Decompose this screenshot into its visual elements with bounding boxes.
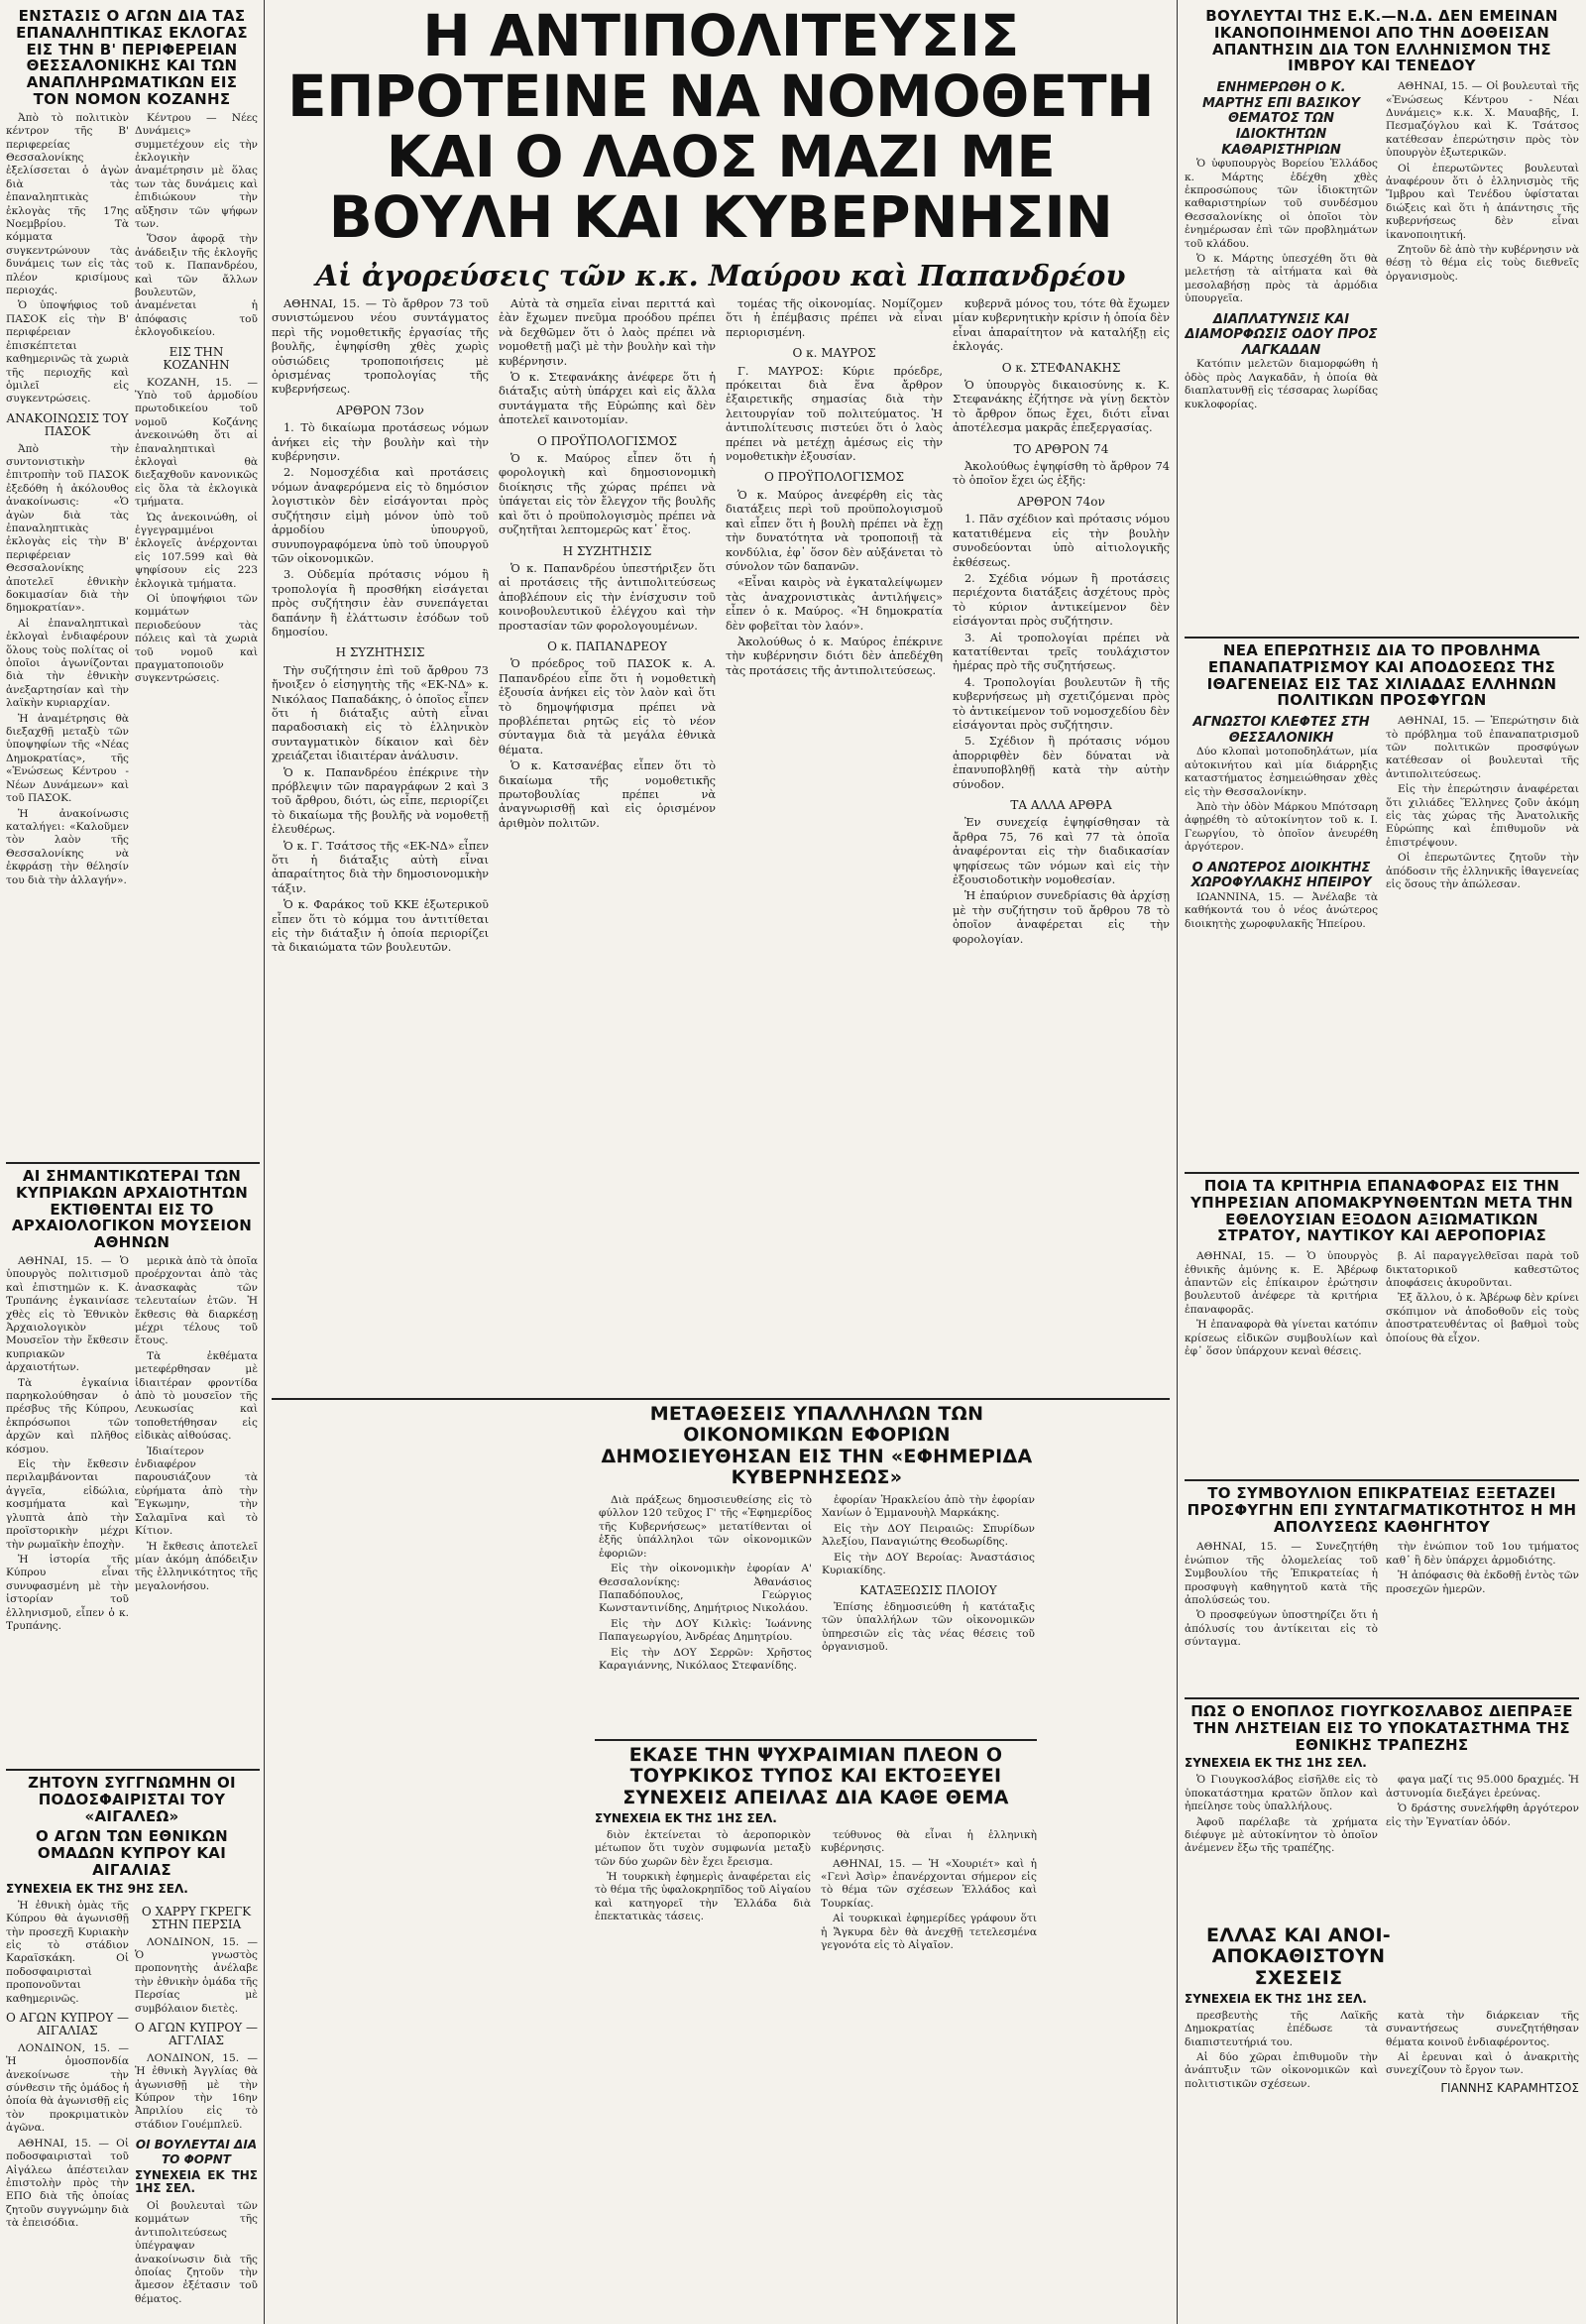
paragraph: Ὡς ἀνεκοινώθη, οἱ ἐγγεγραμμένοι ἐκλογεῖς ἀνέρχονται εἰς 107.599 καὶ θὰ ψηφίσουν εἰς 223 ἐκλογικὰ τμήματα. <box>135 511 258 590</box>
paragraph: ΑΘΗΝΑΙ, 15. — Ὁ ὑπουργὸς πολιτισμοῦ καὶ ἐπιστημῶν κ. Κ. Τρυπάνης ἐγκαινίασε χθὲς εἰς τὸ Ἐθνικὸν Ἀρχαιολογικὸν Μουσεῖον τὴν ἔκθεσιν κυπριακῶν ἀρχαιοτήτων. <box>6 1254 129 1374</box>
subhead: ΑΝΑΚΟΙΝΩΣΙΣ ΤΟΥ ΠΑΣΟΚ <box>6 410 129 439</box>
subhead: ΔΙΑΠΛΑΤΥΝΣΙΣ ΚΑΙ ΔΙΑΜΟΡΦΩΣΙΣ ΟΔΟΥ ΠΡΟΣ ΛΑΓΚΑΔΑΝ <box>1185 311 1378 358</box>
main-article-body <box>272 297 1170 1393</box>
paragraph: Ἡ ἱστορία τῆς Κύπρου εἶναι συνυφασμένη μὲ τὴν ἱστορίαν τοῦ ἑλληνισμοῦ, εἶπεν ὁ κ. Τρυπάνης. <box>6 1553 129 1632</box>
paragraph: Ζητοῦν δὲ ἀπὸ τὴν κυβέρνησιν νὰ θέσῃ τὸ θέμα εἰς τοὺς διεθνεῖς ὀργανισμοὺς. <box>1386 244 1579 283</box>
paragraph: Οἱ βουλευταὶ τῶν κομμάτων τῆς ἀντιπολιτεύσεως ὑπέγραψαν ἀνακοίνωσιν διὰ τῆς ὁποίας ζητοῦν τὴν ἄμεσον ἐξέτασιν τοῦ θέματος. <box>135 2199 258 2305</box>
article-column <box>599 1494 812 1675</box>
paragraph: Ἀπὸ τὸ πολιτικὸν κέντρον τῆς Β' περιφερείας Θεσσαλονίκης ἐξελίσσεται ὁ ἀγὼν διὰ τὰς ἐπαναληπτικὰς ἐκλογὰς τῆς 17ης Νοεμβρίου. Τὰ κόμματα συγκεντρώνουν τὰς δυνάμεις των εἰς τὰς πλέον κρισίμους περιοχάς. <box>6 111 129 297</box>
paragraph: 2. Σχέδια νόμων ἢ προτάσεις περιέχοντα διατάξεις ἀσχέτους πρὸς τὸ κύριον ἀντικείμενον δὲν εἰσάγονται πρὸς συζήτησιν. <box>953 571 1170 629</box>
paragraph: Διὰ πράξεως δημοσιευθείσης εἰς τὸ φύλλον 120 τεῦχος Γ' τῆς «Ἐφημερίδος τῆς Κυβερνήσεως» μετατίθενται οἱ ἑξῆς ὑπάλληλοι τῶν οἰκονομικῶν ἐφοριῶν: <box>599 1494 812 1560</box>
article-column <box>1386 1541 1579 1651</box>
byline: ΓΙΑΝΝΗΣ ΚΑΡΑΜΗΤΣΟΣ <box>1440 2080 1579 2095</box>
article-column <box>1386 1774 1579 1857</box>
paragraph: Ἡ ἐθνικὴ ὁμὰς τῆς Κύπρου θὰ ἀγωνισθῇ τὴν προσεχῆ Κυριακὴν εἰς τὸ στάδιον Καραϊσκάκη. Οἱ ποδοσφαιρισταὶ προπονοῦνται καθημερινῶς. <box>6 1899 129 2005</box>
article-column <box>1185 1774 1378 1857</box>
article-column <box>1185 80 1378 413</box>
subhead: ΤΟ ΑΡΘΡΟΝ 74 <box>1013 441 1109 456</box>
paragraph: ΑΘΗΝΑΙ, 15. — Τὸ ἄρθρον 73 τοῦ συνιστώμενου νέου συντάγματος περὶ τῆς νομοθετικῆς ἐργασίας τῆς βουλῆς, ἐψηφίσθη χθὲς χωρὶς οὐσιώδεις τροποποιήσεις μὲ ὁρισμένας τροπολογίας τῆς κυβερνήσεως. <box>272 297 489 397</box>
paragraph: πρεσβευτὴς τῆς Λαϊκῆς Δημοκρατίας ἐπέδωσε τὰ διαπιστευτήριά του. <box>1185 2009 1378 2048</box>
subhead: Ο κ. ΠΑΠΑΝΔΡΕΟΥ <box>547 639 667 653</box>
paragraph: Κέντρου — Νέες Δυνάμεις» συμμετέχουν εἰς τὴν ἐκλογικὴν ἀναμέτρησιν μὲ ὅλας των τὰς δυνάμεις καὶ ἐπιδιώκουν τὴν αὔξησιν τῶν ψήφων των. <box>135 111 258 231</box>
paragraph: Ἰδιαίτερον ἐνδιαφέρον παρουσιάζουν τὰ εὑρήματα ἀπὸ τὴν Ἔγκωμην, τὴν Σαλαμῖνα καὶ τὸ Κίτιον. <box>135 1445 258 1538</box>
paragraph: Ὁ κ. Μάρτης ὑπεσχέθη ὅτι θὰ μελετήσῃ τὰ αἰτήματα καὶ θὰ μεσολαβήσῃ πρὸς τὰ ἁρμόδια ὑπουργεῖα. <box>1185 253 1378 305</box>
paragraph: Τὴν συζήτησιν ἐπὶ τοῦ ἄρθρου 73 ἤνοιξεν ὁ εἰσηγητὴς τῆς «ΕΚ-ΝΔ» κ. Νικόλαος Παπαδάκης, ὁ ὁποῖος εἶπεν ὅτι ἡ διάταξις αὐτὴ εἶναι παραδοσιακὴ εἰς τὸ ἑλληνικὸν συνταγματικὸν δίκαιον καὶ δὲν χρειάζεται ἰδιαιτέραν ἀνάλυσιν. <box>272 663 489 763</box>
subhead: ΑΓΝΩΣΤΟΙ ΚΛΕΦΤΕΣ ΣΤΗ ΘΕΣΣΑΛΟΝΙΚΗ <box>1192 715 1370 746</box>
subhead: ΚΑΤΑΞΕΩΣΙΣ ΠΛΟΙΟΥ <box>859 1582 997 1597</box>
subhead: ΟΙ ΒΟΥΛΕΥΤΑΙ ΔΙΑ ΤΟ ΦΟΡΝΤ <box>135 2138 258 2166</box>
paragraph: Δύο κλοπαὶ μοτοποδηλάτων, μία αὐτοκινήτου καὶ μία διάρρηξις καταστήματος ἐσημειώθησαν χθὲς εἰς τὴν Θεσσαλονίκην. <box>1185 746 1378 798</box>
paragraph: Ὁ κ. Παπανδρέου ἐπέκρινε τὴν πρόβλεψιν τῶν παραγράφων 2 καὶ 3 τοῦ ἄρθρου, διότι, ὡς εἶπε, περιορίζει τὸ δικαίωμα τῆς βουλῆς νὰ νομοθετῇ ἐλευθέρως. <box>272 765 489 837</box>
main-column-3 <box>726 297 943 1393</box>
paragraph: Αὐτὰ τὰ σημεῖα εἶναι περιττά καὶ ἐὰν ἔχωμεν πνεῦμα προόδου πρέπει νὰ δεχθῶμεν ὅτι ὁ λαὸς πρέπει νὰ νομοθετῇ μαζὶ μὲ τὴν βουλὴν καὶ τὴν κυβέρνησιν. <box>499 297 716 368</box>
article-column <box>135 1900 258 2308</box>
paragraph: 4. Τροπολογίαι βουλευτῶν ἢ τῆς κυβερνήσεως μὴ σχετιζόμεναι πρὸς τὸ ἀντικείμενον τοῦ νομοσχεδίου δὲν εἰσάγονται πρὸς συζήτησιν. <box>953 675 1170 732</box>
article-column <box>1185 1541 1378 1651</box>
paragraph: Τὰ ἐγκαίνια παρηκολούθησαν ὁ πρέσβυς τῆς Κύπρου, ἐκπρόσωποι τῶν ἀρχῶν καὶ πλῆθος κόσμου. <box>6 1376 129 1455</box>
paragraph: Ἀπὸ τὴν ὁδὸν Μάρκου Μπότσαρη ἀφῃρέθη τὸ αὐτοκίνητον τοῦ κ. Ι. Γεωργίου, τὸ ὁποῖον ἀνευρέθη ἀργότερον. <box>1185 801 1378 854</box>
paragraph: Ἡ ἐπαναφορὰ θὰ γίνεται κατόπιν κρίσεως εἰδικῶν συμβουλίων καὶ ἐφ᾽ ὅσον ὑπάρχουν κεναὶ θέσεις. <box>1185 1319 1378 1358</box>
paragraph: Εἰς τὴν ἔκθεσιν περιλαμβάνονται ἀγγεῖα, εἰδώλια, κοσμήματα καὶ γλυπτὰ ἀπὸ τὴν προϊστορικὴν μέχρι τὴν ρωμαϊκὴν ἐποχὴν. <box>6 1458 129 1551</box>
paragraph: Ὁ ὑποψήφιος τοῦ ΠΑΣΟΚ εἰς τὴν Β' περιφέρειαν ἐπισκέπτεται καθημερινῶς τὰ χωριὰ τῆς περιοχῆς καὶ ὁμιλεῖ εἰς συγκεντρώσεις. <box>6 299 129 406</box>
article-divider <box>595 1739 1037 1741</box>
article-headline: ΤΟ ΣΥΜΒΟΥΛΙΟΝ ΕΠΙΚΡΑΤΕΙΑΣ ΕΞΕΤΑΖΕΙ ΠΡΟΣΦΥΓΗΝ ΕΠΙ ΣΥΝΤΑΓΜΑΤΙΚΟΤΗΤΟΣ Η ΜΗ ΑΠΟΛΥΣΕΩΣ ΚΑΘΗΓΗΤΟΥ <box>1187 1485 1577 1536</box>
paragraph: φαγα μαζί τις 95.000 δραχμές. Ἡ ἀστυνομία διεξάγει ἐρεύνας. <box>1386 1774 1579 1800</box>
article-column <box>1386 2010 1579 2095</box>
column-rule <box>1177 0 1178 2324</box>
paragraph: 2. Νομοσχέδια καὶ προτάσεις νόμων ἀναφερόμενα εἰς τὸ δημόσιον λογιστικὸν δὲν εἰσάγονται πρὸς συζήτησιν εἰμὴ μόνον ὑπὸ τοῦ ἁρμοδίου ὑπουργοῦ, συνυπογραφόμενα ὑπὸ τοῦ ὑπουργοῦ τῶν οἰκονομικῶν. <box>272 466 489 565</box>
paragraph: Ἐξ ἄλλου, ὁ κ. Ἀβέρωφ δὲν κρίνει σκόπιμον νὰ ἀποδοθοῦν εἰς τοὺς ἀποστρατευθέντας οἱ βαθμοὶ τοὺς ὁποίους θὰ εἶχον. <box>1386 1292 1579 1344</box>
paragraph: Ἀφοῦ παρέλαβε τὰ χρήματα διέφυγε μὲ αὐτοκίνητον τὸ ὁποῖον ἀνέμενεν ἔξω τῆς τραπέζης. <box>1185 1815 1378 1855</box>
paragraph: Ὁ δράστης συνελήφθη ἀργότερον εἰς τὴν Ἐγνατίαν ὁδόν. <box>1386 1802 1579 1828</box>
center-article-turkish-press <box>595 1745 1037 2320</box>
article-subheadline: Ο ΑΓΩΝ ΤΩΝ ΕΘΝΙΚΩΝ ΟΜΑΔΩΝ ΚΥΠΡΟΥ ΚΑΙ ΑΙΓΑΛΙΑΣ <box>36 1827 228 1879</box>
right-article-greece-relations <box>1185 1925 1579 2320</box>
left-article-football <box>6 1775 258 2320</box>
subhead: Η ΣΥΖΗΤΗΣΙΣ <box>562 543 652 558</box>
article-column <box>1386 80 1579 413</box>
article-column <box>1386 715 1579 933</box>
paragraph: Ἡ ἀπόφασις θὰ ἐκδοθῇ ἐντὸς τῶν προσεχῶν ἡμερῶν. <box>1386 1569 1579 1595</box>
paragraph: 3. Οὐδεμία πρότασις νόμου ἢ τροπολογία ἢ προσθήκη εἰσάγεται πρὸς συζήτησιν ἐὰν συνεπάγεται δαπάνην ἢ ἐλάττωσιν ἐσόδων τοῦ δημοσίου. <box>272 568 489 639</box>
paragraph: ΑΘΗΝΑΙ, 15. — Ἐπερώτησιν διὰ τὸ πρόβλημα τοῦ ἐπαναπατρισμοῦ τῶν πολιτικῶν προσφύγων κατέθεσαν οἱ βουλευταὶ τῆς ἀντιπολιτεύσεως. <box>1386 715 1579 780</box>
subhead: Ο ΧΑΡΡΥ ΓΚΡΕΓΚ ΣΤΗΝ ΠΕΡΣΙΑ <box>141 1904 252 1932</box>
article-headline: ΕΝΣΤΑΣΙΣ Ο ΑΓΩΝ ΔΙΑ ΤΑΣ ΕΠΑΝΑΛΗΠΤΙΚΑΣ ΕΚΛΟΓΑΣ ΕΙΣ ΤΗΝ Β' ΠΕΡΙΦΕΡΕΙΑΝ ΘΕΣΣΑΛΟΝΙΚΗΣ ΚΑΙ ΤΩΝ ΑΝΑΠΛΗΡΩΜΑΤΙΚΩΝ ΕΙΣ ΤΟΝ ΝΟΜΟΝ ΚΟΖΑΝΗΣ <box>16 8 248 108</box>
subhead: ΑΡΘΡΟΝ 74ον <box>1017 494 1105 509</box>
paragraph: διὸν ἐκτείνεται τὸ ἀεροπορικὸν μέτωπον ὅτι τυχὸν συμφωνία μεταξὺ τῶν δύο χωρῶν δὲν ἔχει ἔρεισμα. <box>595 1828 811 1868</box>
paragraph: ΑΘΗΝΑΙ, 15. — Οἱ βουλευταὶ τῆς «Ἑνώσεως Κέντρου - Νέαι Δυνάμεις» κ.κ. Χ. Μαυαβῆς, Ι. Πεσμαζόγλου καὶ Κ. Τσάτσος κατέθεσαν ἐπερώτησιν πρὸς τὸν ὑπουργὸν ἐξωτερικῶν. <box>1386 80 1579 160</box>
paragraph: Ὁ κ. Στεφανάκης ἀνέφερε ὅτι ἡ διάταξις αὐτὴ ὑπάρχει καὶ εἰς ἄλλα συντάγματα τῆς Εὐρώπης καὶ δὲν ἀποτελεῖ καινοτομίαν. <box>499 371 716 427</box>
paragraph: Ἐν συνεχείᾳ ἐψηφίσθησαν τὰ ἄρθρα 75, 76 καὶ 77 τὰ ὁποῖα ἀναφέρονται εἰς τὴν διαδικασίαν ψηφίσεως τῶν νόμων καὶ εἰς τὴν ἐξουσιοδοτικὴν νομοθεσίαν. <box>953 816 1170 887</box>
continued-label: ΣΥΝΕΧΕΙΑ ΕΚ ΤΗΣ 1ΗΣ ΣΕΛ. <box>1185 1756 1367 1771</box>
paragraph: Ἡ ἀνακοίνωσις καταλήγει: «Καλοῦμεν τὸν λαὸν τῆς Θεσσαλονίκης νὰ ἐκφράσῃ τὴν θέλησίν του διὰ τὴν ἀλλαγήν». <box>6 807 129 886</box>
paragraph: ΑΘΗΝΑΙ, 15. — Ὁ ὑπουργὸς ἐθνικῆς ἀμύνης κ. Ε. Ἀβέρωφ ἀπαντῶν εἰς ἐπίκαιρον ἐρώτησιν βουλευτοῦ ἀνέφερε τὰ κριτήρια ἐπαναφορᾶς. <box>1185 1250 1378 1316</box>
paragraph: ΛΟΝΔΙΝΟΝ, 15. — Ὁ γνωστὸς προπονητὴς ἀνέλαβε τὴν ἐθνικὴν ὁμάδα τῆς Περσίας μὲ συμβόλαιον διετὲς. <box>135 1935 258 2015</box>
article-column <box>1185 2010 1378 2095</box>
paragraph: Εἰς τὴν ἐπερώτησιν ἀναφέρεται ὅτι χιλιάδες Ἕλληνες ζοῦν ἀκόμη εἰς τὰς χώρας τῆς Ἀνατολικῆς Εὐρώπης καὶ ἐπιθυμοῦν νὰ ἐπιστρέψουν. <box>1386 783 1579 849</box>
article-column <box>822 1494 1035 1675</box>
paragraph: ΑΘΗΝΑΙ, 15. — Συνεζητήθη ἐνώπιον τῆς ὁλομελείας τοῦ Συμβουλίου τῆς Ἐπικρατείας ἡ προσφυγὴ καθηγητοῦ κατὰ τῆς ἀπολύσεώς του. <box>1185 1541 1378 1607</box>
paragraph: Ὁ ὑπουργὸς δικαιοσύνης κ. Κ. Στεφανάκης ἐζήτησε νὰ γίνῃ δεκτὸν τὸ ἄρθρον ὅπως ἔχει, διότι εἶναι ἀποτέλεσμα μακρᾶς ἐπεξεργασίας. <box>953 379 1170 435</box>
article-headline: ΕΚΑΣΕ ΤΗΝ ΨΥΧΡΑΙΜΙΑΝ ΠΛΕΟΝ Ο ΤΟΥΡΚΙΚΟΣ ΤΥΠΟΣ ΚΑΙ ΕΚΤΟΞΕΥΕΙ ΣΥΝΕΧΕΙΣ ΑΠΕΙΛΑΣ ΔΙΑ ΚΑΘΕ ΘΕΜΑ <box>623 1745 1009 1808</box>
article-divider <box>272 1398 1170 1400</box>
subhead: Ο κ. ΜΑΥΡΟΣ <box>792 346 876 361</box>
paragraph: Αἱ ἐρευναι καὶ ὁ ἀνακριτὴς συνεχίζουν τὸ ἔργον των. <box>1386 2051 1579 2077</box>
article-column <box>135 112 258 889</box>
paragraph: Ἡ ἔκθεσις ἀποτελεῖ μίαν ἀκόμη ἀπόδειξιν τῆς ἑλληνικότητος τῆς μεγαλονήσου. <box>135 1540 258 1592</box>
article-column <box>595 1829 811 1955</box>
article-divider <box>1185 637 1579 639</box>
article-column <box>1185 1250 1378 1360</box>
paragraph: ΑΘΗΝΑΙ, 15. — Ἡ «Χουριέτ» καὶ ἡ «Γενὶ Ἀσὶρ» ἐπανέρχονται σήμερον εἰς τὸ θέμα τῶν σχέσεων Ἑλλάδος καὶ Τουρκίας. <box>821 1857 1037 1910</box>
paragraph: β. Αἱ παραγγελθεῖσαι παρὰ τοῦ δικτατορικοῦ καθεστῶτος ἀποφάσεις ἀκυροῦνται. <box>1386 1250 1579 1289</box>
article-headline: ΑΙ ΣΗΜΑΝΤΙΚΩΤΕΡΑΙ ΤΩΝ ΚΥΠΡΙΑΚΩΝ ΑΡΧΑΙΟΤΗΤΩΝ ΕΚΤΙΘΕΝΤΑΙ ΕΙΣ ΤΟ ΑΡΧΑΙΟΛΟΓΙΚΟΝ ΜΟΥΣΕΙΟΝ ΑΘΗΝΩΝ <box>11 1168 253 1252</box>
article-divider <box>1185 1479 1579 1481</box>
right-article-council-of-state <box>1185 1485 1579 1693</box>
paragraph: Οἱ ἐπερωτῶντες βουλευταὶ ἀναφέρουν ὅτι ὁ ἑλληνισμὸς τῆς Ἴμβρου καὶ Τενέδου ὑφίσταται διώξεις καὶ ὅτι ἡ ἀπάντησις τῆς κυβερνήσεως δὲν εἶναι ἱκανοποιητική. <box>1386 162 1579 241</box>
continued-label: ΣΥΝΕΧΕΙΑ ΕΚ ΤΗΣ 1ΗΣ ΣΕΛ. <box>1185 1991 1367 2006</box>
article-divider <box>1185 1172 1579 1174</box>
paragraph: Αἱ ἐπαναληπτικαὶ ἐκλογαὶ ἐνδιαφέρουν ὅλους τοὺς πολίτας οἱ ὁποῖοι ἀγωνίζονται διὰ τὴν ἐθνικὴν ἀνεξαρτησίαν καὶ τὴν λαϊκὴν κυριαρχίαν. <box>6 617 129 710</box>
paragraph: ΛΟΝΔΙΝΟΝ, 15. — Ἡ ἐθνικὴ Ἀγγλίας θὰ ἀγωνισθῇ μὲ τὴν Κύπρον τὴν 16ην Ἀπριλίου εἰς τὸ στάδιον Γουέμπλεϋ. <box>135 2051 258 2131</box>
article-column <box>1386 1250 1579 1360</box>
paragraph: Κατόπιν μελετῶν διαμορφώθη ἡ ὁδὸς πρὸς Λαγκαδᾶν, ἡ ὁποία θὰ διαπλατυνθῇ εἰς τέσσαρας λωρίδας κυκλοφορίας. <box>1185 358 1378 410</box>
article-divider <box>6 1162 260 1164</box>
paragraph: Ὁ κ. Παπανδρέου ὑπεστήριξεν ὅτι αἱ προτάσεις τῆς ἀντιπολιτεύσεως ἀποβλέπουν εἰς τὴν ἐνίσχυσιν τοῦ κοινοβουλευτικοῦ ἐλέγχου καὶ τὴν προστασίαν τῶν φορολογουμένων. <box>499 561 716 633</box>
paragraph: Ὅσον ἀφορᾷ τὴν ἀνάδειξιν τῆς ἐκλογῆς τοῦ κ. Παπανδρέου, καὶ τῶν ἄλλων βουλευτῶν, ἀναμένεται ἡ ἀπόφασις τοῦ ἐκλογοδικείου. <box>135 233 258 339</box>
article-column <box>6 112 129 889</box>
main-column-2 <box>499 297 716 1393</box>
paragraph: 5. Σχέδιον ἢ πρότασις νόμου ἀπορριφθὲν δὲν δύναται νὰ ἐπανυποβληθῇ κατὰ τὴν αὐτὴν σύνοδον. <box>953 735 1170 791</box>
paragraph: Ὁ κ. Κατσανέβας εἶπεν ὅτι τὸ δικαίωμα τῆς νομοθετικῆς πρωτοβουλίας πρέπει νὰ ἀναγνωρισθῇ καὶ εἰς ὁρισμένον ἀριθμὸν πολιτῶν. <box>499 759 716 830</box>
subhead: Ο ΠΡΟΫΠΟΛΟΓΙΣΜΟΣ <box>537 433 677 448</box>
article-column <box>821 1829 1037 1955</box>
paragraph: Αἱ δύο χῶραι ἐπιθυμοῦν τὴν ἀνάπτυξιν τῶν οἰκονομικῶν καὶ πολιτιστικῶν σχέσεων. <box>1185 2051 1378 2090</box>
subhead: Ο ΠΡΟΫΠΟΛΟΓΙΣΜΟΣ <box>764 470 904 485</box>
right-article-imbros-tenedos <box>1185 8 1579 633</box>
continued-label: ΣΥΝΕΧΕΙΑ ΕΚ ΤΗΣ 9ΗΣ ΣΕΛ. <box>6 1881 188 1896</box>
article-headline: ΖΗΤΟΥΝ ΣΥΓΓΝΩΜΗΝ ΟΙ ΠΟΔΟΣΦΑΙΡΙΣΤΑΙ ΤΟΥ «ΑΙΓΑΛΕΩ» <box>28 1775 236 1825</box>
paragraph: τομέας τῆς οἰκονομίας. Νομίζομεν ὅτι ἡ ἐπέμβασις πρέπει νὰ εἶναι περιορισμένη. <box>726 297 943 339</box>
paragraph: κατὰ τὴν διάρκειαν τῆς συναντήσεως συνεζητήθησαν θέματα κοινοῦ ἐνδιαφέροντος. <box>1386 2009 1579 2048</box>
subhead: Η ΣΥΖΗΤΗΣΙΣ <box>335 645 425 660</box>
paragraph: Ἡ ἀναμέτρησις θὰ διεξαχθῇ μεταξὺ τῶν ὑποψηφίων τῆς «Νέας Δημοκρατίας», τῆς «Ἑνώσεως Κέντρου - Νέων Δυνάμεων» καὶ τοῦ ΠΑΣΟΚ. <box>6 712 129 805</box>
article-divider <box>1185 1697 1579 1699</box>
paragraph: Εἰς τὴν ΔΟΥ Πειραιῶς: Σπυρίδων Ἀλεξίου, Παναγιώτης Θεοδωρίδης. <box>822 1522 1035 1549</box>
subhead: Ο κ. ΣΤΕΦΑΝΑΚΗΣ <box>1001 360 1121 375</box>
paragraph: Εἰς τὴν οἰκονομικὴν ἐφορίαν Α' Θεσσαλονίκης: Ἀθανάσιος Παπαδόπουλος, Γεώργιος Κωνσταντινίδης, Δημήτριος Νικολάου. <box>599 1563 812 1615</box>
paragraph: Ἀκολούθως ἐψηφίσθη τὸ ἄρθρον 74 τὸ ὁποῖον ἔχει ὡς ἑξῆς: <box>953 460 1170 488</box>
main-column-4 <box>953 297 1170 1393</box>
article-column <box>1185 715 1378 933</box>
article-headline: ΒΟΥΛΕΥΤΑΙ ΤΗΣ Ε.Κ.—Ν.Δ. ΔΕΝ ΕΜΕΙΝΑΝ ΙΚΑΝΟΠΟΙΗΜΕΝΟΙ ΑΠΟ ΤΗΝ ΔΟΘΕΙΣΑΝ ΑΠΑΝΤΗΣΙΝ ΔΙΑ ΤΟΝ ΕΛΛΗΝΙΣΜΟΝ ΤΗΣ ΙΜΒΡΟΥ ΚΑΙ ΤΕΝΕΔΟΥ <box>1205 8 1558 75</box>
subhead: ΕΙΣ ΤΗΝ ΚΟΖΑΝΗΝ <box>163 344 230 373</box>
paragraph: Εἰς τὴν ΔΟΥ Βεροίας: Ἀναστάσιος Κυριακίδης. <box>822 1551 1035 1577</box>
subhead: Ο ΑΝΩΤΕΡΟΣ ΔΙΟΙΚΗΤΗΣ ΧΩΡΟΦΥΛΑΚΗΣ ΗΠΕΙΡΟΥ <box>1190 860 1372 891</box>
article-column <box>6 1255 129 1635</box>
paragraph: ΙΩΑΝΝΙΝΑ, 15. — Ἀνέλαβε τὰ καθήκοντά του ὁ νέος ἀνώτερος διοικητὴς χωροφυλακῆς Ἠπείρου. <box>1185 890 1378 930</box>
paragraph: «Εἶναι καιρὸς νὰ ἐγκαταλείψωμεν τὰς ἀναχρονιστικὰς ἀντιλήψεις» εἶπεν ὁ κ. Μαύρος. «Ἡ δημοκρατία δὲν φοβεῖται τὸν λαόν». <box>726 576 943 633</box>
article-column <box>135 1255 258 1635</box>
article-headline: ΜΕΤΑΘΕΣΕΙΣ ΥΠΑΛΛΗΛΩΝ ΤΩΝ ΟΙΚΟΝΟΜΙΚΩΝ ΕΦΟΡΙΩΝ ΔΗΜΟΣΙΕΥΘΗΣΑΝ ΕΙΣ ΤΗΝ «ΕΦΗΜΕΡΙΔΑ ΚΥΒΕΡΝΗΣΕΩΣ» <box>601 1404 1033 1488</box>
continued-label: ΣΥΝΕΧΕΙΑ ΕΚ ΤΗΣ 1ΗΣ ΣΕΛ. <box>135 2168 258 2196</box>
center-article-tax-transfers <box>272 1404 1170 1736</box>
paragraph: Εἰς τὴν ΔΟΥ Σερρῶν: Χρῆστος Καραγιάννης, Νικόλαος Στεφανίδης. <box>599 1646 812 1672</box>
continued-label: ΣΥΝΕΧΕΙΑ ΕΚ ΤΗΣ 1ΗΣ ΣΕΛ. <box>595 1810 777 1825</box>
subhead: ΕΝΗΜΕΡΩΘΗ Ο Κ. ΜΑΡΤΗΣ ΕΠΙ ΒΑΣΙΚΟΥ ΘΕΜΑΤΟΣ ΤΩΝ ΙΔΙΟΚΤΗΤΩΝ ΚΑΘΑΡΙΣΤΗΡΙΩΝ <box>1201 80 1361 158</box>
main-column-1 <box>272 297 489 1393</box>
paragraph: Ὁ κ. Γ. Τσάτσος τῆς «ΕΚ-ΝΔ» εἶπεν ὅτι ἡ διάταξις αὐτὴ εἶναι ἀπαραίτητος διὰ τὴν δημοσιονομικὴν τάξιν. <box>272 839 489 895</box>
paragraph: 1. Πᾶν σχέδιον καὶ πρότασις νόμου κατατιθέμενα εἰς τὴν βουλὴν συνοδεύονται ὑπὸ αἰτιολογικῆς ἐκθέσεως. <box>953 513 1170 569</box>
subhead: Ο ΑΓΩΝ ΚΥΠΡΟΥ — ΑΙΓΑΛΙΑΣ <box>6 2011 129 2038</box>
paragraph: ἐφορίαν Ἡρακλείου ἀπὸ τὴν ἐφορίαν Χανίων ὁ Ἐμμανουὴλ Μαρκάκης. <box>822 1494 1035 1520</box>
right-article-officers <box>1185 1178 1579 1475</box>
main-headline-block <box>272 6 1170 293</box>
paragraph: Ὁ προσφεύγων ὑποστηρίζει ὅτι ἡ ἀπόλυσίς του ἀντίκειται εἰς τὸ σύνταγμα. <box>1185 1609 1378 1649</box>
paragraph: Γ. ΜΑΥΡΟΣ: Κύριε πρόεδρε, πρόκειται διὰ ἕνα ἄρθρον ἐξαιρετικῆς σημασίας διὰ τὴν λειτουργίαν τοῦ πολιτεύματος. Ἡ ἀντιπολίτευσις πιστεύει ὅτι ὁ λαὸς πρέπει νὰ μετέχῃ ἀμέσως εἰς τὴν νομοθετικὴν ἐξουσίαν. <box>726 364 943 464</box>
paragraph: Ἡ ἐπαύριον συνεδρίασις θὰ ἀρχίσῃ μὲ τὴν συζήτησιν τοῦ ἄρθρου 78 τὸ ὁποῖον ἀναφέρεται εἰς τὴν φορολογίαν. <box>953 889 1170 946</box>
article-headline: ΕΛΛΑΣ ΚΑΙ ΑΝΟΙ-ΑΠΟΚΑΘΙΣΤΟΥΝ ΣΧΕΣΕΙΣ <box>1205 1925 1391 1989</box>
paragraph: Οἱ ἐπερωτῶντες ζητοῦν τὴν ἀπόδοσιν τῆς ἑλληνικῆς ἰθαγενείας εἰς ὅσους τὴν ἀπώλεσαν. <box>1386 852 1579 891</box>
subhead: ΑΡΘΡΟΝ 73ον <box>336 403 424 417</box>
right-article-refugees <box>1185 642 1579 1168</box>
paragraph: Ἡ τουρκικὴ ἐφημερὶς ἀναφέρεται εἰς τὸ θέμα τῆς ὑφαλοκρηπῖδος τοῦ Αἰγαίου καὶ κατηγορεῖ τὴν Ἑλλάδα διὰ ἐπεκτατικὰς τάσεις. <box>595 1871 811 1923</box>
paragraph: ΛΟΝΔΙΝΟΝ, 15. — Ἡ ὁμοσπονδία ἀνεκοίνωσε τὴν σύνθεσιν τῆς ὁμάδος ἡ ὁποία θὰ ἀγωνισθῇ εἰς τὸν προκριματικὸν ἀγῶνα. <box>6 2041 129 2135</box>
paragraph: ΚΟΖΑΝΗ, 15. — Ὑπὸ τοῦ ἀρμοδίου πρωτοδικείου τοῦ νομοῦ Κοζάνης ἀνεκοινώθη ὅτι αἱ ἐπαναληπτικαὶ ἐκλογαὶ θὰ διεξαχθοῦν κανονικῶς εἰς ὅλα τὰ ἐκλογικὰ τμήματα. <box>135 376 258 509</box>
paragraph: 3. Αἱ τροπολογίαι πρέπει νὰ κατατίθενται τρεῖς τουλάχιστον ἡμέρας πρὸ τῆς συζητήσεως. <box>953 631 1170 673</box>
paragraph: Ὁ ὑφυπουργὸς Βορείου Ἑλλάδος κ. Μάρτης ἐδέχθη χθὲς ἐκπροσώπους τῶν ἰδιοκτητῶν καθαριστηρίων τοῦ συνδέσμου Θεσσαλονίκης οἱ ὁποῖοι τὸν ἐνημέρωσαν ἐπὶ τῶν προβλημάτων τοῦ κλάδου. <box>1185 158 1378 250</box>
right-article-bank-robbery <box>1185 1703 1579 1921</box>
paragraph: Ὁ κ. Μαύρος εἶπεν ὅτι ἡ φορολογικὴ καὶ δημοσιονομικὴ διοίκησις τῆς χώρας πρέπει νὰ ὑπάγεται εἰς τὸν ἔλεγχον τῆς βουλῆς καὶ ὅτι ὁ προϋπολογισμὸς πρέπει νὰ συζητῆται λεπτομερῶς κατ᾽ ἔτος. <box>499 452 716 537</box>
paragraph: Ὁ Γιουγκοσλάβος εἰσῆλθε εἰς τὸ ὑποκατάστημα κρατῶν ὅπλον καὶ ἠπείλησε τοὺς ὑπαλλήλους. <box>1185 1774 1378 1813</box>
paragraph: Αἱ τουρκικαὶ ἐφημερίδες γράφουν ὅτι ἡ Ἄγκυρα δὲν θὰ ἀνεχθῇ τετελεσμένα γεγονότα εἰς τὸ Αἰγαῖον. <box>821 1913 1037 1952</box>
article-headline: ΠΩΣ Ο ΕΝΟΠΛΟΣ ΓΙΟΥΓΚΟΣΛΑΒΟΣ ΔΙΕΠΡΑΞΕ ΤΗΝ ΛΗΣΤΕΙΑΝ ΕΙΣ ΤΟ ΥΠΟΚΑΤΑΣΤΗΜΑ ΤΗΣ ΕΘΝΙΚΗΣ ΤΡΑΠΕΖΗΣ <box>1190 1703 1573 1754</box>
paragraph: κυβερνᾶ μόνος του, τότε θὰ ἔχωμεν μίαν κυβερνητικὴν κρίσιν ἡ ὁποία δὲν εἶναι ἀπαραίτητον νὰ καταλήξῃ εἰς ἐκλογάς. <box>953 297 1170 354</box>
main-headline: Η ΑΝΤΙΠΟΛΙΤΕΥΣΙΣ ΕΠΡΟΤΕΙΝΕ ΝΑ ΝΟΜΟΘΕΤΗ ΚΑΙ Ο ΛΑΟΣ ΜΑΖΙ ΜΕ ΒΟΥΛΗ ΚΑΙ ΚΥΒΕΡΝΗΣΙΝ <box>286 6 1155 251</box>
paragraph: Ἀπὸ τὴν συντονιστικὴν ἐπιτροπὴν τοῦ ΠΑΣΟΚ ἐξεδόθη ἡ ἀκόλουθος ἀνακοίνωσις: «Ὁ ἀγὼν διὰ τὰς ἐπαναληπτικὰς ἐκλογὰς εἰς τὴν Β' περιφέρειαν Θεσσαλονίκης ἀποτελεῖ ἐθνικὴν δοκιμασίαν διὰ τὴν δημοκρατίαν». <box>6 442 129 615</box>
paragraph: Ὁ κ. Φαράκος τοῦ ΚΚΕ ἐξωτερικοῦ εἶπεν ὅτι τὸ κόμμα του ἀντιτίθεται εἰς τὴν διάταξιν ἡ ὁποία περιορίζει τὰ δικαιώματα τῶν βουλευτῶν. <box>272 898 489 955</box>
paragraph: Ἐπίσης ἐδημοσιεύθη ἡ κατάταξις τῶν ὑπαλλήλων τῶν οἰκονομικῶν ὑπηρεσιῶν εἰς τὰς νέας θέσεις τοῦ ὀργανισμοῦ. <box>822 1600 1035 1654</box>
paragraph: Τὰ ἐκθέματα μετεφέρθησαν μὲ ἰδιαιτέραν φροντίδα ἀπὸ τὸ μουσεῖον τῆς Λευκωσίας καὶ τοποθετήθησαν εἰς εἰδικὰς αἰθούσας. <box>135 1349 258 1443</box>
left-article-cyprus-antiquities <box>6 1168 258 1763</box>
paragraph: τὴν ἐνώπιον τοῦ 1ου τμήματος καθ᾽ ἢ δὲν ὑπάρχει ἀρμοδιότης. <box>1386 1541 1579 1567</box>
main-deck-speeches: Αἱ ἀγορεύσεις τῶν κ.κ. Μαύρου καὶ Παπανδρέου <box>315 258 1126 292</box>
paragraph: Ὁ πρόεδρος τοῦ ΠΑΣΟΚ κ. Α. Παπανδρέου εἶπε ὅτι ἡ νομοθετικὴ ἐξουσία ἀνήκει εἰς τὸν λαὸν καὶ ὅτι τὸ δημοψήφισμα πρέπει νὰ προβλέπεται ρητῶς εἰς τὸ νέον σύνταγμα διὰ τὰ μεγάλα ἐθνικὰ θέματα. <box>499 657 716 756</box>
subhead: Ο ΑΓΩΝ ΚΥΠΡΟΥ — ΑΓΓΛΙΑΣ <box>135 2021 258 2048</box>
article-headline: ΠΟΙΑ ΤΑ ΚΡΙΤΗΡΙΑ ΕΠΑΝΑΦΟΡΑΣ ΕΙΣ ΤΗΝ ΥΠΗΡΕΣΙΑΝ ΑΠΟΜΑΚΡΥΝΘΕΝΤΩΝ ΜΕΤΑ ΤΗΝ ΕΘΕΛΟΥΣΙΑΝ ΕΞΟΔΟΝ ΑΞΙΩΜΑΤΙΚΩΝ ΣΤΡΑΤΟΥ, ΝΑΥΤΙΚΟΥ ΚΑΙ ΑΕΡΟΠΟΡΙΑΣ <box>1190 1178 1573 1245</box>
paragraph: τεύθυνος θὰ εἶναι ἡ ἑλληνικὴ κυβέρνησις. <box>821 1828 1037 1855</box>
article-headline: ΝΕΑ ΕΠΕΡΩΤΗΣΙΣ ΔΙΑ ΤΟ ΠΡΟΒΛΗΜΑ ΕΠΑΝΑΠΑΤΡΙΣΜΟΥ ΚΑΙ ΑΠΟΔΟΣΕΩΣ ΤΗΣ ΙΘΑΓΕΝΕΙΑΣ ΕΙΣ ΤΑΣ ΧΙΛΙΑΔΑΣ ΕΛΛΗΝΩΝ ΠΟΛΙΤΙΚΩΝ ΠΡΟΣΦΥΓΩΝ <box>1206 642 1557 710</box>
article-column <box>6 1900 129 2308</box>
paragraph: 1. Τὸ δικαίωμα προτάσεως νόμων ἀνήκει εἰς τὴν βουλὴν καὶ τὴν κυβέρνησιν. <box>272 421 489 464</box>
paragraph: μερικὰ ἀπὸ τὰ ὁποῖα προέρχονται ἀπὸ τὰς ἀνασκαφὰς τῶν τελευταίων ἐτῶν. Ἡ ἔκθεσις θὰ διαρκέσῃ μέχρι τέλους τοῦ ἔτους. <box>135 1254 258 1347</box>
left-article-elections <box>6 8 258 1158</box>
paragraph: Οἱ ὑποψήφιοι τῶν κομμάτων περιοδεύουν τὰς πόλεις καὶ τὰ χωριὰ τοῦ νομοῦ καὶ πραγματοποιοῦν συγκεντρώσεις. <box>135 593 258 685</box>
column-rule <box>264 0 265 2324</box>
paragraph: Ὁ κ. Μαύρος ἀνεφέρθη εἰς τὰς διατάξεις περὶ τοῦ προϋπολογισμοῦ καὶ εἶπεν ὅτι ἡ βουλὴ πρέπει νὰ ἔχῃ τὴν δυνατότητα νὰ τροποποιῇ τὰ κονδύλια, ἐφ᾽ ὅσον δὲν αὐξάνεται τὸ σύνολον τῶν δαπανῶν. <box>726 488 943 573</box>
article-divider <box>6 1769 260 1771</box>
paragraph: Ἀκολούθως ὁ κ. Μαύρος ἐπέκρινε τὴν κυβέρνησιν διότι δὲν ἀπεδέχθη τὰς προτάσεις τῆς ἀντιπολιτεύσεως. <box>726 635 943 677</box>
subhead: ΤΑ ΑΛΛΑ ΑΡΘΡΑ <box>1010 798 1112 812</box>
paragraph: Εἰς τὴν ΔΟΥ Κιλκὶς: Ἰωάννης Παπαγεωργίου, Ἀνδρέας Δημητρίου. <box>599 1617 812 1644</box>
paragraph: ΑΘΗΝΑΙ, 15. — Οἱ ποδοσφαιρισταὶ τοῦ Αἰγάλεω ἀπέστειλαν ἐπιστολὴν πρὸς τὴν ΕΠΟ διὰ τῆς ὁποίας ζητοῦν συγγνώμην διὰ τὰ ἐπεισόδια. <box>6 2137 129 2230</box>
